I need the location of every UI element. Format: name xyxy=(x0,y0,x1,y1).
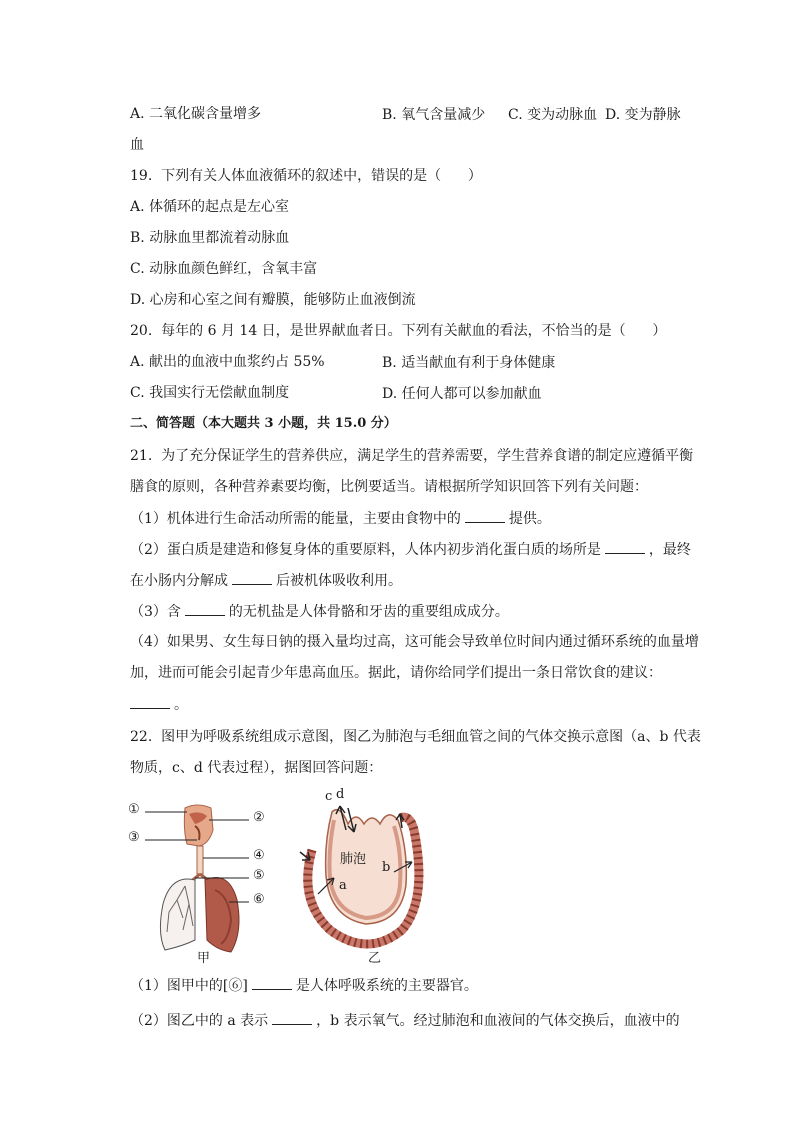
q19-option-a: A. 体循环的起点是左心室 xyxy=(130,199,290,215)
trachea xyxy=(197,846,203,874)
q22-part1-text-a: （1）图甲中的[⑥] xyxy=(130,978,248,994)
section-title: 二、简答题（本大题共 3 小题，共 15.0 分） xyxy=(130,416,397,431)
q21-part4-end: 。 xyxy=(174,697,188,713)
q22-part2 xyxy=(130,1010,680,1031)
label-b: b xyxy=(382,860,391,875)
q20-option-b: B. 适当献血有利于身体健康 xyxy=(382,355,556,371)
answer-blank[interactable] xyxy=(465,508,505,523)
figure-caption-jia: 甲 xyxy=(197,951,211,966)
q21-part4-line3 xyxy=(130,694,188,715)
figure-caption-yi: 乙 xyxy=(368,951,382,966)
q21-part3-text-a: （3）含 xyxy=(130,604,181,620)
q21-part1-text-a: （1）机体进行生命活动所需的能量，主要由食物中的 xyxy=(130,511,461,527)
label-1: ① xyxy=(128,802,140,817)
answer-blank[interactable] xyxy=(252,975,292,990)
q22-part2-text-a: （2）图乙中的 a 表示 xyxy=(130,1013,269,1029)
label-6: ⑥ xyxy=(253,892,265,907)
q18-option-d-cont: 血 xyxy=(130,137,144,153)
label-4: ④ xyxy=(253,848,265,863)
q18-option-b: B. 氧气含量减少 xyxy=(382,107,486,123)
q22-part1-text-b: 是人体呼吸系统的主要器官。 xyxy=(295,978,478,994)
q19-option-c: C. 动脉血颜色鲜红，含氧丰富 xyxy=(130,261,318,277)
answer-blank[interactable] xyxy=(130,694,170,709)
q21-part3-text-b: 的无机盐是人体骨骼和牙齿的重要组成成分。 xyxy=(228,604,509,620)
q21-part2-text-d: 后被机体吸收利用。 xyxy=(276,573,402,589)
q21-part2-text-a: （2）蛋白质是建造和修复身体的重要原料，人体内初步消化蛋白质的场所是 xyxy=(130,542,601,558)
q21-part2-text-b: ，最终 xyxy=(648,542,691,558)
q22-part2-text-b: ，b 表示氧气。经过肺泡和血液间的气体交换后，血液中的 xyxy=(316,1013,680,1029)
q21-part2-text-c: 在小肠内分解成 xyxy=(130,573,228,589)
q18-option-d: D. 变为静脉 xyxy=(605,107,681,123)
q20-option-d: D. 任何人都可以参加献血 xyxy=(382,386,542,402)
q21-part3 xyxy=(130,601,509,622)
q18-option-a: A. 二氧化碳含量增多 xyxy=(130,106,262,122)
left-lung xyxy=(160,879,195,950)
q18-option-c: C. 变为动脉血 xyxy=(508,107,598,123)
q21-part1-text-b: 提供。 xyxy=(508,511,551,527)
q21-part4-line2: 加，进而可能会引起青少年患高血压。据此，请你给同学们提出一条日常饮食的建议： xyxy=(130,665,662,681)
label-a: a xyxy=(339,878,347,893)
q19-stem: 19. 下列有关人体血液循环的叙述中，错误的是（ ） xyxy=(130,168,482,184)
right-lung xyxy=(205,878,239,953)
q22-stem-line1: 22. 图甲为呼吸系统组成示意图，图乙为肺泡与毛细血管之间的气体交换示意图（a、b 代表 xyxy=(130,729,701,745)
q22-stem-line2: 物质，c、d 代表过程），据图回答问题： xyxy=(130,760,383,776)
q21-part1 xyxy=(130,508,551,529)
q21-stem-line2: 膳食的原则，各种营养素要均衡，比例要适当。请根据所学知识回答下列有关问题： xyxy=(130,479,648,495)
label-d: d xyxy=(336,787,345,802)
q21-stem-line1: 21. 为了充分保证学生的营养供应，满足学生的营养需要，学生营养食谱的制定应遵循平衡 xyxy=(130,448,694,464)
q19-option-b: B. 动脉血里都流着动脉血 xyxy=(130,230,290,246)
label-3: ③ xyxy=(128,830,140,845)
answer-blank[interactable] xyxy=(272,1010,312,1025)
q22-part1 xyxy=(130,975,478,996)
label-5: ⑤ xyxy=(253,868,265,883)
alveolus-label: 肺泡 xyxy=(340,852,367,867)
q20-stem: 20. 每年的 6 月 14 日，是世界献血者日。下列有关献血的看法，不恰当的是（ ） xyxy=(130,323,667,339)
answer-blank[interactable] xyxy=(605,539,645,554)
answer-blank[interactable] xyxy=(185,601,225,616)
answer-blank[interactable] xyxy=(232,570,272,585)
q21-part4-line1: （4）如果男、女生每日钠的摄入量均过高，这可能会导致单位时间内通过循环系统的血量增 xyxy=(130,634,699,650)
q21-part2 xyxy=(130,539,691,560)
alveolus-figure xyxy=(290,790,440,950)
q20-option-a: A. 献出的血液中血浆约占 55% xyxy=(130,354,325,370)
q19-option-d: D. 心房和心室之间有瓣膜，能够防止血液倒流 xyxy=(130,292,416,308)
label-2: ② xyxy=(253,810,265,825)
respiratory-system-figure xyxy=(125,800,275,970)
label-c: c xyxy=(325,789,333,804)
q21-part2-line2 xyxy=(130,570,402,591)
q20-option-c: C. 我国实行无偿献血制度 xyxy=(130,385,290,401)
